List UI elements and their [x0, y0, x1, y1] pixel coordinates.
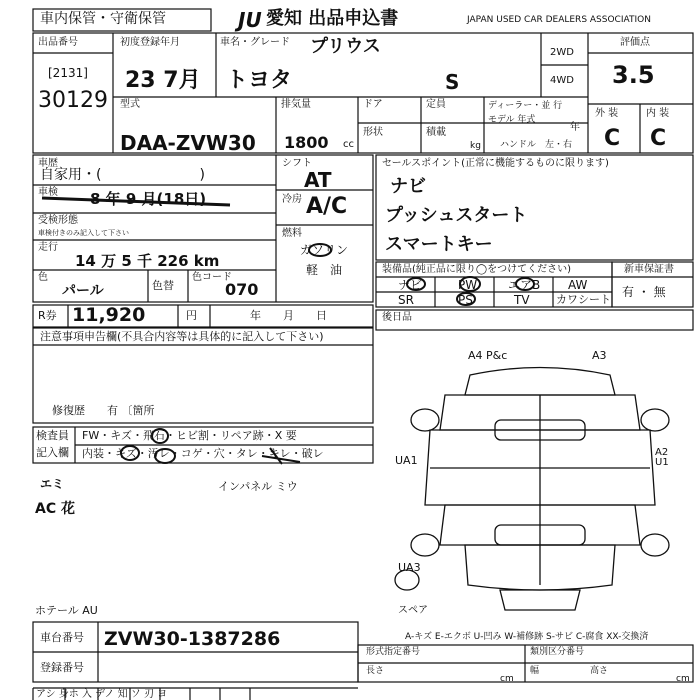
selling-point-1: ナビ — [390, 176, 426, 197]
equip-pw: PW — [458, 278, 478, 292]
chassis-label: 車台番号 — [40, 631, 84, 644]
model-name-label: 車名・グレード — [220, 37, 290, 48]
caution-title: 注意事項申告欄(不具合内容等は具体的に記入して下さい) — [40, 330, 324, 343]
association-name: JAPAN USED CAR DEALERS ASSOCIATION — [467, 15, 651, 25]
length-cm: cm — [500, 674, 514, 684]
warranty-options: 有 ・ 無 — [622, 285, 666, 299]
exterior-label: 外 装 — [595, 108, 619, 119]
form-title: 愛知 出品申込書 — [266, 8, 399, 29]
exterior-defects-row: FW・キズ・飛石・ヒビ割・リペア跡・X 要 — [82, 429, 297, 442]
selling-points-label: セールスポイント(正常に機能するものに限ります) — [382, 158, 609, 169]
ju-logo: JU — [238, 8, 262, 32]
color-code-label: 色コード — [192, 272, 232, 283]
model-name-value: プリウス — [310, 36, 381, 57]
equip-airbag: エアB — [508, 278, 541, 292]
length-label: 長さ — [366, 666, 385, 676]
shift-value: AT — [304, 168, 332, 192]
equip-navi: ナビ — [398, 278, 423, 292]
equip-sr: SR — [398, 293, 414, 307]
color-change-label: 色替 — [152, 279, 174, 292]
displacement-value: 1800 — [284, 133, 329, 152]
drive-2wd-label: 2WD — [550, 47, 574, 58]
color-label: 色 — [38, 272, 48, 283]
drive-4wd-label: 4WD — [550, 75, 574, 86]
cc-unit: cc — [343, 139, 354, 150]
equipment-label: 装備品(純正品に限り◯をつけてください) — [382, 264, 571, 275]
type-number-label: 形式指定番号 — [366, 647, 421, 657]
warranty-label: 新車保証書 — [624, 264, 674, 275]
diagram-ua3: UA3 — [398, 561, 421, 574]
lot-number-value: 30129 — [38, 88, 108, 113]
model-code-value: DAA-ZVW30 — [120, 131, 256, 155]
fuel-diesel: 軽 油 — [306, 263, 343, 277]
chassis-value: ZVW30-1387286 — [104, 628, 281, 650]
recycle-note: 車検付きのみ記入して下さい — [38, 229, 129, 237]
shift-label: シフト — [282, 158, 312, 169]
repair-label: 修復歴 有 〔箇所 — [52, 404, 155, 417]
rating-label: 評価点 — [620, 37, 650, 48]
maker-value: トヨタ — [226, 68, 293, 93]
interior-label: 内 装 — [646, 108, 670, 119]
storage-box-label: 車内保管・守衛保管 — [40, 11, 166, 27]
mileage-label: 走行 — [38, 242, 58, 253]
date-label: 年 月 日 — [250, 309, 327, 322]
load-label: 積載 — [426, 127, 446, 138]
car-history-label: 車歴 — [38, 158, 58, 169]
equip-leather: カワシート — [556, 293, 611, 306]
car-history-value: 自家用・( ) — [40, 167, 205, 183]
capacity-label: 定員 — [426, 99, 446, 110]
price-value: 11,920 — [72, 304, 146, 326]
yen-unit: 円 — [186, 309, 197, 322]
selling-point-2: プッシュスタート — [385, 205, 528, 226]
kg-label: kg — [470, 141, 481, 151]
model-type-label: 型式 — [120, 99, 140, 110]
height-label: 高さ — [590, 666, 609, 676]
displacement-label: 排気量 — [281, 99, 311, 110]
handle-label: ハンドル 左・右 — [500, 140, 573, 150]
car-diagram — [395, 368, 669, 611]
model-year-label: モデル 年式 — [488, 115, 536, 125]
equip-ps: PS — [458, 293, 473, 307]
interior-grade-value: C — [650, 126, 667, 151]
note-bottom: ホテール AU — [35, 604, 98, 617]
first-reg-value: 23 7月 — [125, 68, 201, 93]
registration-label: 登録番号 — [40, 661, 84, 674]
width-label: 幅 — [530, 666, 540, 676]
r-ken-label: R券 — [38, 309, 57, 322]
equip-tv: TV — [514, 293, 530, 307]
later-docs-label: 後日品 — [382, 312, 412, 323]
diagram-spare: スペア — [398, 605, 428, 616]
bottom-row-labels: アシ 身ホ 入 デノ 知 ソ 刃 ヨ — [36, 689, 168, 700]
year-unit-label: 年 — [570, 122, 580, 133]
remarks-label: 記入欄 — [36, 446, 69, 459]
aircon-value: A/C — [306, 194, 348, 219]
height-cm: cm — [676, 674, 690, 684]
door-label: ドア — [363, 99, 383, 110]
recycle-title: 受検形態 — [38, 215, 78, 226]
rating-value: 3.5 — [612, 61, 655, 89]
diagram-a3: A3 — [592, 349, 607, 362]
color-code-value: 070 — [225, 280, 259, 299]
fuel-gasoline: ガソリン — [300, 243, 349, 257]
first-reg-label: 初度登録年月 — [120, 37, 180, 48]
damage-legend: A-キズ E-エクボ U-凹み W-補修跡 S-サビ C-腐食 XX-交換済 — [405, 632, 649, 642]
color-value: パール — [62, 283, 104, 299]
shaken-value: 8 年 9 月(18日) — [90, 190, 207, 208]
shaken-label: 車検 — [38, 187, 58, 198]
grade-value: S — [445, 70, 460, 94]
shape-label: 形状 — [363, 127, 383, 138]
equip-aw: AW — [568, 278, 588, 292]
lot-number-label: 出品番号 — [38, 37, 78, 48]
diagram-ua1: UA1 — [395, 454, 418, 467]
aircon-label: 冷房 — [282, 194, 302, 205]
lot-bracket: [2131] — [48, 66, 88, 80]
note-panel: インパネル ミウ — [218, 480, 298, 493]
selling-point-3: スマートキー — [385, 234, 493, 255]
diagram-a2u1: A2 U1 — [655, 447, 669, 468]
class-number-label: 類別区分番号 — [530, 647, 585, 657]
inspector-label: 検査員 — [36, 429, 69, 442]
note-ac: AC 花 — [35, 501, 75, 517]
diagram-a4: A4 P&c — [468, 349, 508, 362]
mileage-value: 14 万 5 千 226 km — [75, 252, 220, 270]
dealer-label: ディーラー・並 行 — [488, 101, 563, 111]
interior-defects-row: 内装・キズ・汚レ・コゲ・穴・タレ・キレ・破レ — [82, 447, 324, 460]
fuel-label: 燃料 — [282, 228, 302, 239]
note-interior: エミ — [40, 477, 65, 491]
exterior-grade-value: C — [604, 126, 621, 151]
